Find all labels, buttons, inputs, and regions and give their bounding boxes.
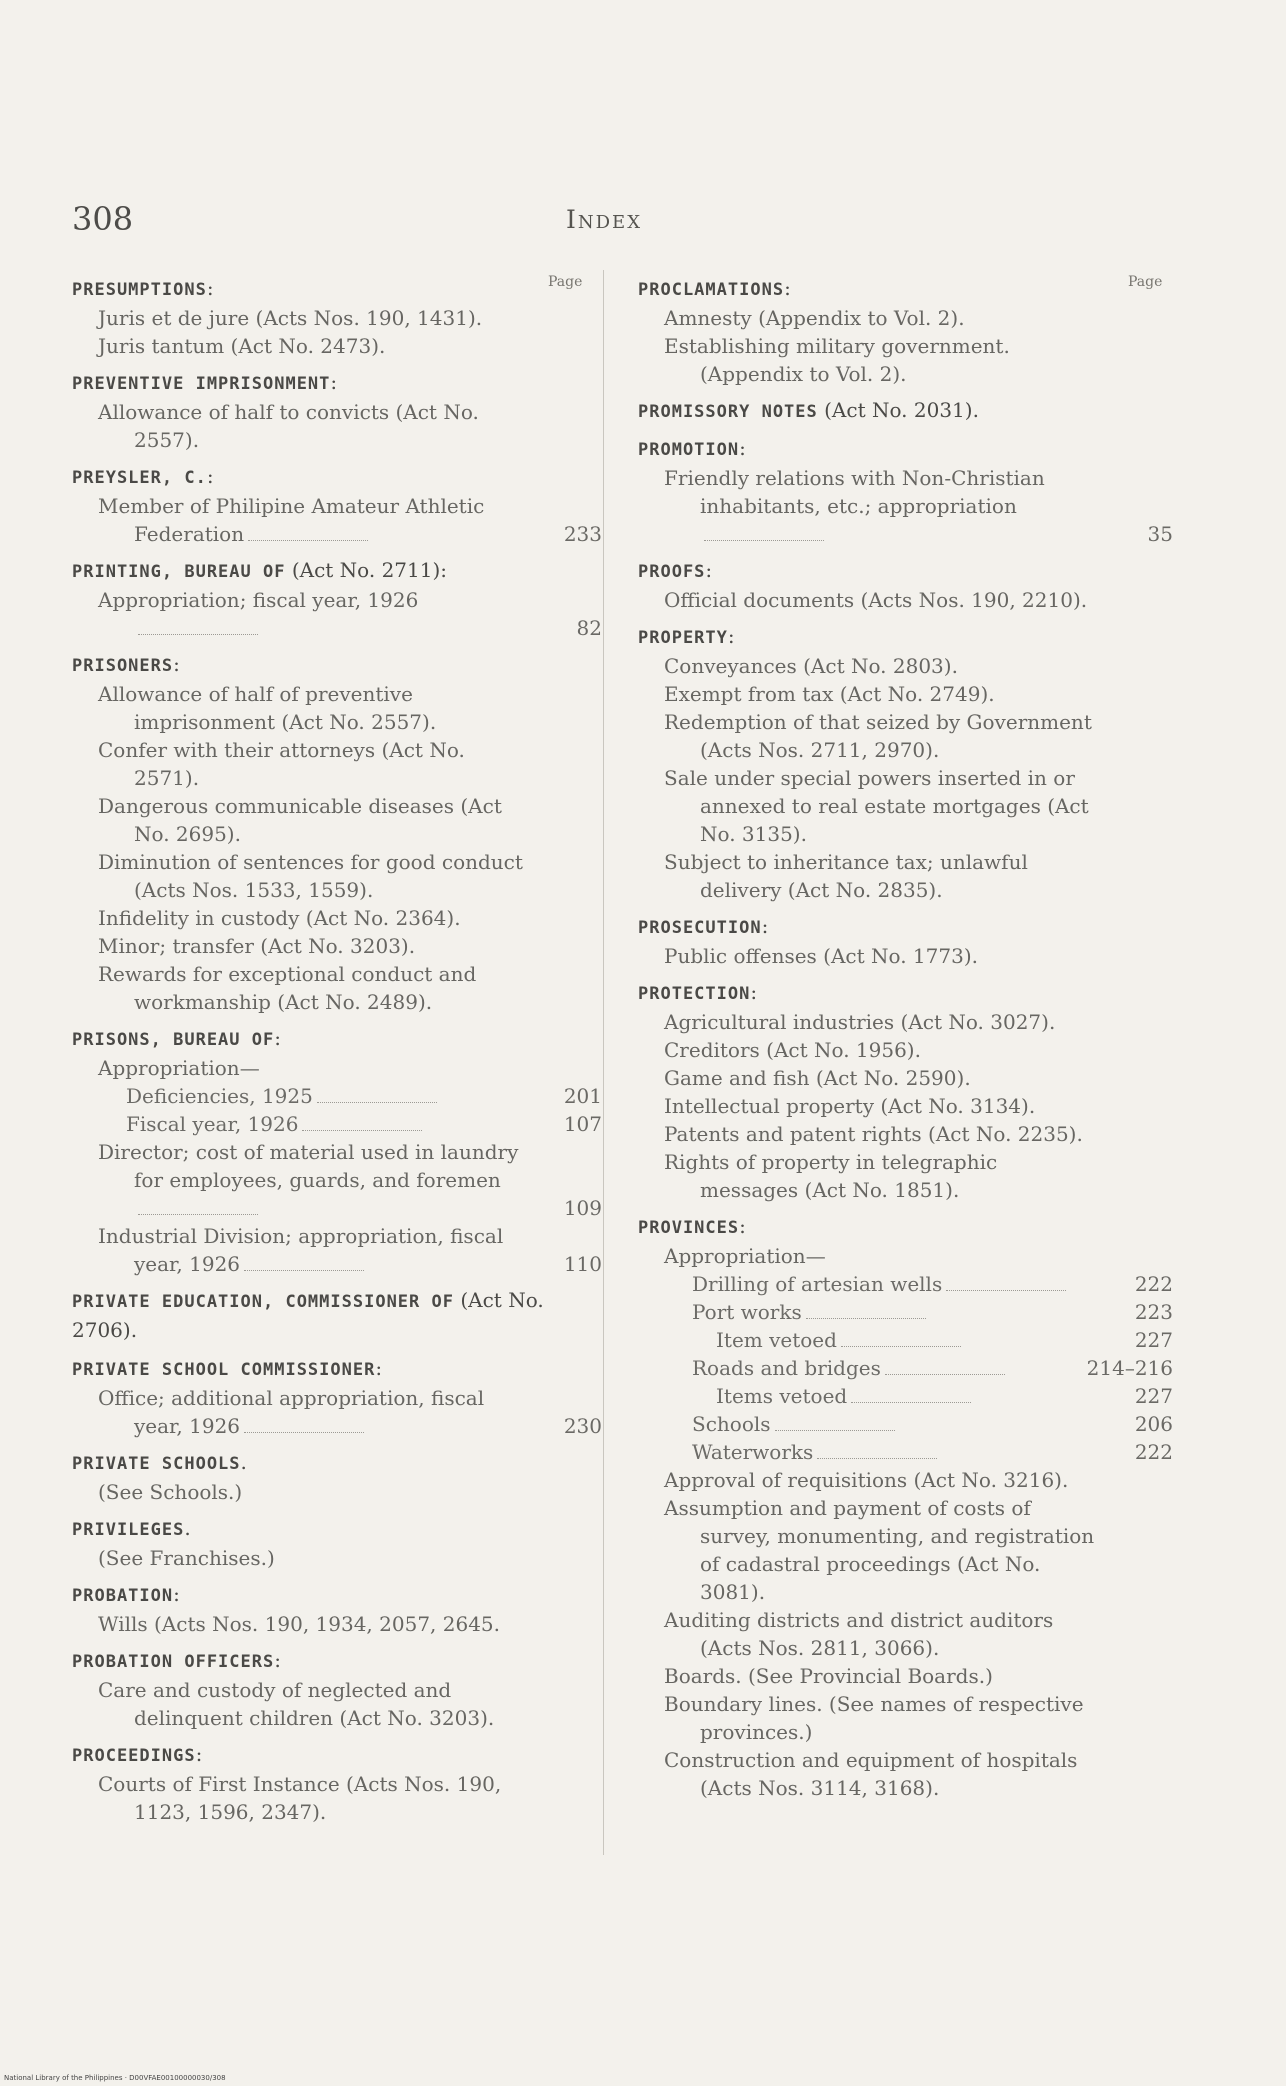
index-page-ref: 227 bbox=[1134, 1328, 1173, 1352]
index-entry bbox=[638, 652, 1173, 680]
index-heading-text: PROCEEDINGS bbox=[72, 1746, 196, 1766]
index-heading bbox=[72, 1354, 602, 1384]
index-entry bbox=[638, 1298, 1173, 1326]
dot-leader bbox=[841, 1346, 961, 1347]
index-entry-text: Agricultural industries (Act No. 3027). bbox=[664, 1010, 1056, 1034]
index-page-ref: 206 bbox=[1134, 1412, 1173, 1436]
index-entry-text: Allowance of half to convicts (Act No. 2557). bbox=[98, 400, 479, 452]
index-entry bbox=[72, 1676, 602, 1732]
index-heading-text: PROSECUTION bbox=[638, 918, 762, 938]
index-heading-text: PRESUMPTIONS bbox=[72, 280, 207, 300]
index-entry bbox=[638, 586, 1173, 614]
page-column-label-left: Page bbox=[548, 274, 583, 290]
index-entry bbox=[72, 792, 602, 848]
dot-leader bbox=[138, 1214, 258, 1215]
index-heading-text: PREVENTIVE IMPRISONMENT bbox=[72, 374, 331, 394]
index-entry-text: Redemption of that seized by Government (Acts Nos. 2711, 2970). bbox=[664, 710, 1092, 762]
index-entry-text: Auditing districts and district auditors (Acts Nos. 2811, 3066). bbox=[664, 1608, 1054, 1660]
index-entry-text: Appropriation; fiscal year, 1926 bbox=[98, 588, 419, 612]
index-entry bbox=[638, 708, 1173, 764]
index-page-ref: 233 bbox=[563, 522, 602, 546]
index-heading-tail: : bbox=[274, 1648, 281, 1672]
index-entry-text: Juris tantum (Act No. 2473). bbox=[98, 334, 386, 358]
index-heading bbox=[72, 368, 602, 398]
index-heading bbox=[638, 556, 1173, 586]
dot-leader bbox=[946, 1290, 1066, 1291]
page-number: 308 bbox=[72, 200, 134, 238]
index-heading-text: PRIVATE SCHOOLS bbox=[72, 1454, 241, 1474]
index-heading-text: PRISONERS bbox=[72, 656, 174, 676]
running-title: Index bbox=[566, 205, 643, 234]
index-heading bbox=[72, 1740, 602, 1770]
index-entry-text: Allowance of half of preventive imprisonment (Act No. 2557). bbox=[98, 682, 437, 734]
index-entry bbox=[72, 398, 602, 454]
index-heading bbox=[638, 978, 1173, 1008]
index-heading bbox=[72, 1514, 602, 1544]
index-entry bbox=[72, 332, 602, 360]
index-entry bbox=[72, 904, 602, 932]
index-entry bbox=[638, 1438, 1173, 1466]
index-entry-text: Courts of First Instance (Acts Nos. 190, 1123, 1596, 2347). bbox=[98, 1772, 502, 1824]
index-entry bbox=[72, 960, 602, 1016]
index-heading-text: PROMOTION bbox=[638, 440, 740, 460]
index-heading-tail: . bbox=[240, 1450, 247, 1474]
index-entry-text: (See Schools.) bbox=[98, 1480, 243, 1504]
index-heading-tail: : bbox=[173, 1582, 180, 1606]
index-entry bbox=[72, 492, 602, 548]
index-entry-text: Deficiencies, 1925 bbox=[126, 1084, 313, 1108]
index-entry-text: Approval of requisitions (Act No. 3216). bbox=[664, 1468, 1069, 1492]
index-entry bbox=[638, 1120, 1173, 1148]
index-entry-text: Confer with their attorneys (Act No. 2571). bbox=[98, 738, 465, 790]
index-entry-text: Patents and patent rights (Act No. 2235). bbox=[664, 1122, 1083, 1146]
index-entry bbox=[638, 1064, 1173, 1092]
index-entry bbox=[638, 1354, 1173, 1382]
index-entry-text: Game and fish (Act No. 2590). bbox=[664, 1066, 971, 1090]
index-entry bbox=[72, 304, 602, 332]
index-entry-text: Director; cost of material used in laundry for employees, guards, and foremen bbox=[98, 1140, 519, 1192]
index-heading-tail: : bbox=[173, 652, 180, 676]
index-entry-text: Sale under special powers inserted in or annexed to real estate mortgages (Act No. 3135). bbox=[664, 766, 1089, 846]
index-heading-tail: (Act No. 2706). bbox=[72, 1288, 544, 1342]
index-page-ref: 222 bbox=[1134, 1440, 1173, 1464]
dot-leader bbox=[806, 1318, 926, 1319]
index-heading bbox=[72, 556, 602, 586]
index-heading-text: PROBATION OFFICERS bbox=[72, 1652, 275, 1672]
index-heading-tail: : bbox=[206, 464, 214, 488]
index-entry bbox=[638, 848, 1173, 904]
index-entry-text: Member of Philipine Amateur Athletic Federation bbox=[98, 494, 485, 546]
index-heading-text: PROTECTION bbox=[638, 984, 751, 1004]
index-entry bbox=[638, 1008, 1173, 1036]
index-heading bbox=[638, 434, 1173, 464]
index-entry-text: Rewards for exceptional conduct and workmanship (Act No. 2489). bbox=[98, 962, 477, 1014]
index-heading bbox=[72, 650, 602, 680]
dot-leader bbox=[885, 1374, 1005, 1375]
index-entry-text: Wills (Acts Nos. 190, 1934, 2057, 2645. bbox=[98, 1612, 501, 1636]
index-entry-text: Construction and equipment of hospitals (Acts Nos. 3114, 3168). bbox=[664, 1748, 1078, 1800]
index-entry-text: Roads and bridges bbox=[692, 1356, 881, 1380]
index-entry bbox=[638, 1326, 1173, 1354]
index-entry bbox=[638, 464, 1173, 548]
index-heading-tail: : bbox=[739, 436, 746, 460]
index-heading-tail: (Act No. 2031). bbox=[817, 398, 979, 422]
index-heading-tail: : bbox=[375, 1356, 383, 1380]
index-entry bbox=[72, 1110, 602, 1138]
index-entry bbox=[638, 1746, 1173, 1802]
index-entry-text: Infidelity in custody (Act No. 2364). bbox=[98, 906, 461, 930]
index-entry-text: Schools bbox=[692, 1412, 771, 1436]
index-entry bbox=[72, 1770, 602, 1826]
index-page-ref: 82 bbox=[576, 616, 602, 640]
index-heading-text: PROCLAMATIONS bbox=[638, 280, 785, 300]
index-entry-text: Exempt from tax (Act No. 2749). bbox=[664, 682, 995, 706]
index-entry-text: Dangerous communicable diseases (Act No. 2695). bbox=[98, 794, 502, 846]
index-page-ref: 223 bbox=[1134, 1300, 1173, 1324]
dot-leader bbox=[138, 634, 258, 635]
index-entry bbox=[72, 932, 602, 960]
dot-leader bbox=[317, 1102, 437, 1103]
index-entry bbox=[72, 1610, 602, 1638]
index-entry-text: Friendly relations with Non-Christian inhabitants, etc.; appropriation bbox=[664, 466, 1045, 518]
index-entry bbox=[72, 1082, 602, 1110]
index-entry bbox=[638, 942, 1173, 970]
index-heading-tail: : bbox=[761, 914, 769, 938]
index-page-ref: 201 bbox=[563, 1084, 602, 1108]
index-entry bbox=[72, 1384, 602, 1440]
index-entry bbox=[638, 1148, 1173, 1204]
index-entry-text: Assumption and payment of costs of survey, monumenting, and registration of cadastral proceedings (Act No. 3081). bbox=[664, 1496, 1095, 1604]
index-entry bbox=[638, 1690, 1173, 1746]
index-column-right bbox=[638, 266, 1173, 1802]
index-entry bbox=[72, 736, 602, 792]
index-entry bbox=[72, 680, 602, 736]
index-entry-text: Amnesty (Appendix to Vol. 2). bbox=[664, 306, 965, 330]
index-entry bbox=[72, 1544, 602, 1572]
index-heading-text: PRISONS, BUREAU OF bbox=[72, 1030, 275, 1050]
index-entry bbox=[638, 1036, 1173, 1064]
dot-leader bbox=[704, 540, 824, 541]
index-entry bbox=[72, 1222, 602, 1278]
index-entry-text: Establishing military government. (Appendix to Vol. 2). bbox=[664, 334, 1010, 386]
index-entry bbox=[72, 848, 602, 904]
index-entry bbox=[638, 304, 1173, 332]
index-entry-text: Boards. (See Provincial Boards.) bbox=[664, 1664, 993, 1688]
index-entry-text: Public offenses (Act No. 1773). bbox=[664, 944, 978, 968]
index-heading-text: PRIVATE SCHOOL COMMISSIONER bbox=[72, 1360, 376, 1380]
index-heading bbox=[638, 274, 1173, 304]
index-page-ref: 214–216 bbox=[1086, 1356, 1173, 1380]
index-entry bbox=[638, 1242, 1173, 1270]
index-entry-text: Diminution of sentences for good conduct (Acts Nos. 1533, 1559). bbox=[98, 850, 523, 902]
index-entry-text: Subject to inheritance tax; unlawful delivery (Act No. 2835). bbox=[664, 850, 1028, 902]
index-entry-text: Conveyances (Act No. 2803). bbox=[664, 654, 958, 678]
index-entry bbox=[72, 586, 602, 642]
index-heading-tail: : bbox=[274, 1026, 281, 1050]
index-heading-text: PRIVILEGES bbox=[72, 1520, 185, 1540]
index-heading bbox=[638, 622, 1173, 652]
index-entry-text: Waterworks bbox=[692, 1440, 814, 1464]
index-heading-text: PRINTING, BUREAU OF bbox=[72, 562, 286, 582]
index-entry-text: Appropriation— bbox=[98, 1056, 260, 1080]
index-page-ref: 227 bbox=[1134, 1384, 1173, 1408]
index-entry-text: Industrial Division; appropriation, fiscal year, 1926 bbox=[98, 1224, 504, 1276]
dot-leader bbox=[248, 540, 368, 541]
index-entry bbox=[72, 1138, 602, 1222]
index-heading-text: PROMISSORY NOTES bbox=[638, 402, 818, 422]
index-heading-tail: : bbox=[206, 276, 214, 300]
index-heading bbox=[72, 1448, 602, 1478]
index-entry-text: Drilling of artesian wells bbox=[692, 1272, 943, 1296]
dot-leader bbox=[244, 1270, 364, 1271]
index-entry-text: (See Franchises.) bbox=[98, 1546, 275, 1570]
index-entry-text: Boundary lines. (See names of respective provinces.) bbox=[664, 1692, 1084, 1744]
index-entry bbox=[638, 764, 1173, 848]
index-entry bbox=[72, 1478, 602, 1506]
index-heading-text: PROVINCES bbox=[638, 1218, 740, 1238]
index-heading-tail: : bbox=[330, 370, 338, 394]
index-heading-tail: : bbox=[195, 1742, 203, 1766]
index-entry bbox=[638, 1270, 1173, 1298]
index-heading-tail: (Act No. 2711): bbox=[285, 558, 448, 582]
index-entry-text: Port works bbox=[692, 1300, 802, 1324]
index-heading-tail: : bbox=[784, 276, 791, 300]
index-entry bbox=[638, 680, 1173, 708]
dot-leader bbox=[851, 1402, 971, 1403]
index-heading-tail: : bbox=[750, 980, 758, 1004]
index-heading-text: PROPERTY bbox=[638, 628, 728, 648]
index-entry-text: Appropriation— bbox=[664, 1244, 826, 1268]
index-entry bbox=[638, 1606, 1173, 1662]
dot-leader bbox=[775, 1430, 895, 1431]
index-page-ref: 35 bbox=[1147, 522, 1173, 546]
dot-leader bbox=[302, 1130, 422, 1131]
index-entry-text: Care and custody of neglected and delinquent children (Act No. 3203). bbox=[98, 1678, 495, 1730]
index-heading-tail: . bbox=[184, 1516, 191, 1540]
index-entry bbox=[638, 1494, 1173, 1606]
dot-leader bbox=[817, 1458, 937, 1459]
footer-credit: National Library of the Philippines · D00VFAE00100000030/308 bbox=[4, 2074, 226, 2082]
index-entry-text: Fiscal year, 1926 bbox=[126, 1112, 299, 1136]
index-page-ref: 109 bbox=[563, 1196, 602, 1220]
index-heading-tail: : bbox=[705, 558, 713, 582]
index-entry-text: Item vetoed bbox=[716, 1328, 837, 1352]
index-entry bbox=[638, 1092, 1173, 1120]
index-heading bbox=[638, 396, 1173, 426]
index-heading-text: PROOFS bbox=[638, 562, 706, 582]
page-column-label-right: Page bbox=[1128, 274, 1163, 290]
index-heading bbox=[72, 1286, 602, 1346]
index-entry-text: Office; additional appropriation, fiscal year, 1926 bbox=[98, 1386, 485, 1438]
column-divider bbox=[603, 270, 604, 1855]
index-heading-tail: : bbox=[727, 624, 735, 648]
index-heading bbox=[72, 1024, 602, 1054]
index-heading bbox=[72, 1646, 602, 1676]
index-entry bbox=[638, 1662, 1173, 1690]
index-entry-text: Rights of property in telegraphic messages (Act No. 1851). bbox=[664, 1150, 998, 1202]
index-heading bbox=[638, 912, 1173, 942]
index-entry bbox=[638, 1466, 1173, 1494]
index-entry bbox=[72, 1054, 602, 1082]
index-entry-text: Items vetoed bbox=[716, 1384, 848, 1408]
index-heading bbox=[72, 1580, 602, 1610]
index-entry bbox=[638, 332, 1173, 388]
index-entry bbox=[638, 1410, 1173, 1438]
index-heading bbox=[72, 274, 602, 304]
index-page-ref: 110 bbox=[563, 1252, 602, 1276]
index-entry-text: Creditors (Act No. 1956). bbox=[664, 1038, 921, 1062]
dot-leader bbox=[244, 1432, 364, 1433]
index-page-ref: 107 bbox=[563, 1112, 602, 1136]
index-heading bbox=[72, 462, 602, 492]
index-page-ref: 230 bbox=[563, 1414, 602, 1438]
index-page-ref: 222 bbox=[1134, 1272, 1173, 1296]
index-entry-text: Minor; transfer (Act No. 3203). bbox=[98, 934, 416, 958]
index-entry-text: Juris et de jure (Acts Nos. 190, 1431). bbox=[98, 306, 483, 330]
index-heading-text: PRIVATE EDUCATION, COMMISSIONER OF bbox=[72, 1292, 454, 1312]
index-column-left bbox=[72, 266, 602, 1826]
index-entry-text: Official documents (Acts Nos. 190, 2210). bbox=[664, 588, 1088, 612]
index-entry bbox=[638, 1382, 1173, 1410]
index-heading-text: PREYSLER, C. bbox=[72, 468, 207, 488]
index-heading-tail: : bbox=[739, 1214, 746, 1238]
index-heading-text: PROBATION bbox=[72, 1586, 174, 1606]
index-entry-text: Intellectual property (Act No. 3134). bbox=[664, 1094, 1036, 1118]
index-heading bbox=[638, 1212, 1173, 1242]
